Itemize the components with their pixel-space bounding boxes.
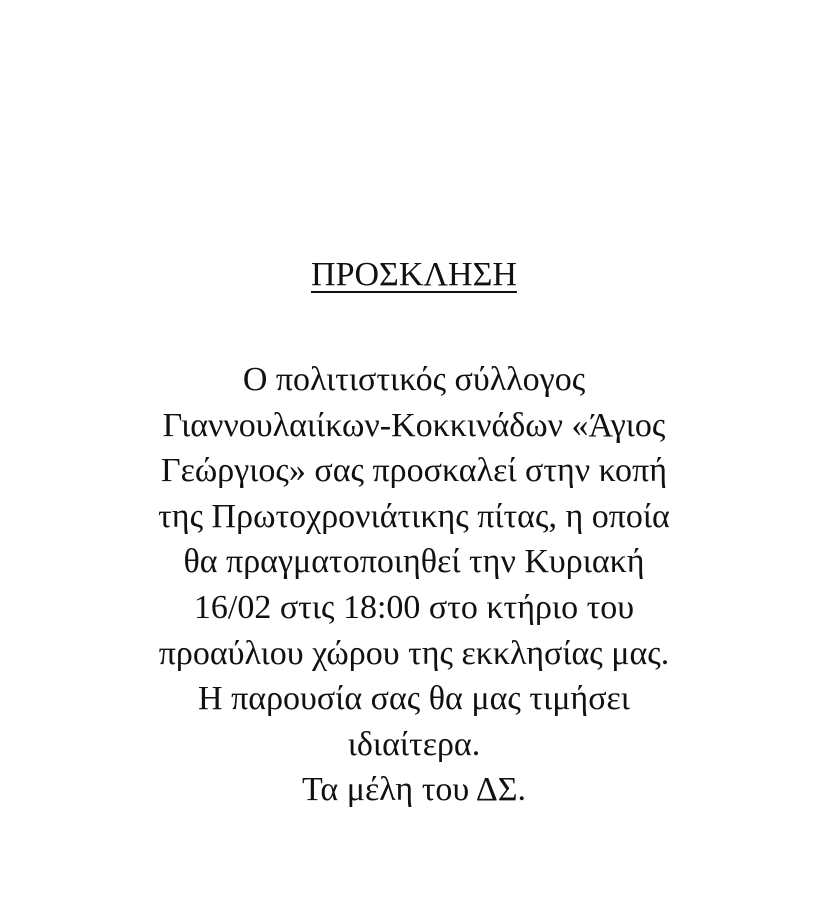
- body-line: ιδιαίτερα.: [347, 725, 481, 763]
- signature-line: Τα μέλη του ΔΣ.: [302, 771, 526, 809]
- body-line: της Πρωτοχρονιάτικης πίτας, η οποία: [158, 497, 670, 535]
- body-line: προαύλιου χώρου της εκκλησίας μας.: [158, 634, 670, 672]
- body-line: Η παρουσία σας θα μας τιμήσει: [198, 680, 630, 718]
- body-line: Γεώργιος» σας προσκαλεί στην κοπή: [160, 452, 667, 490]
- body-line: Γιαννουλαιίκων-Κοκκινάδων «Άγιος: [162, 406, 666, 444]
- invitation-body: [0, 357, 828, 813]
- body-line: θα πραγματοποιηθεί την Κυριακή: [183, 543, 645, 581]
- body-line: 16/02 στις 18:00 στο κτήριο του: [193, 588, 635, 626]
- invitation-title: ΠΡΟΣΚΛΗΣΗ: [311, 256, 517, 293]
- body-line: Ο πολιτιστικός σύλλογος: [242, 361, 586, 398]
